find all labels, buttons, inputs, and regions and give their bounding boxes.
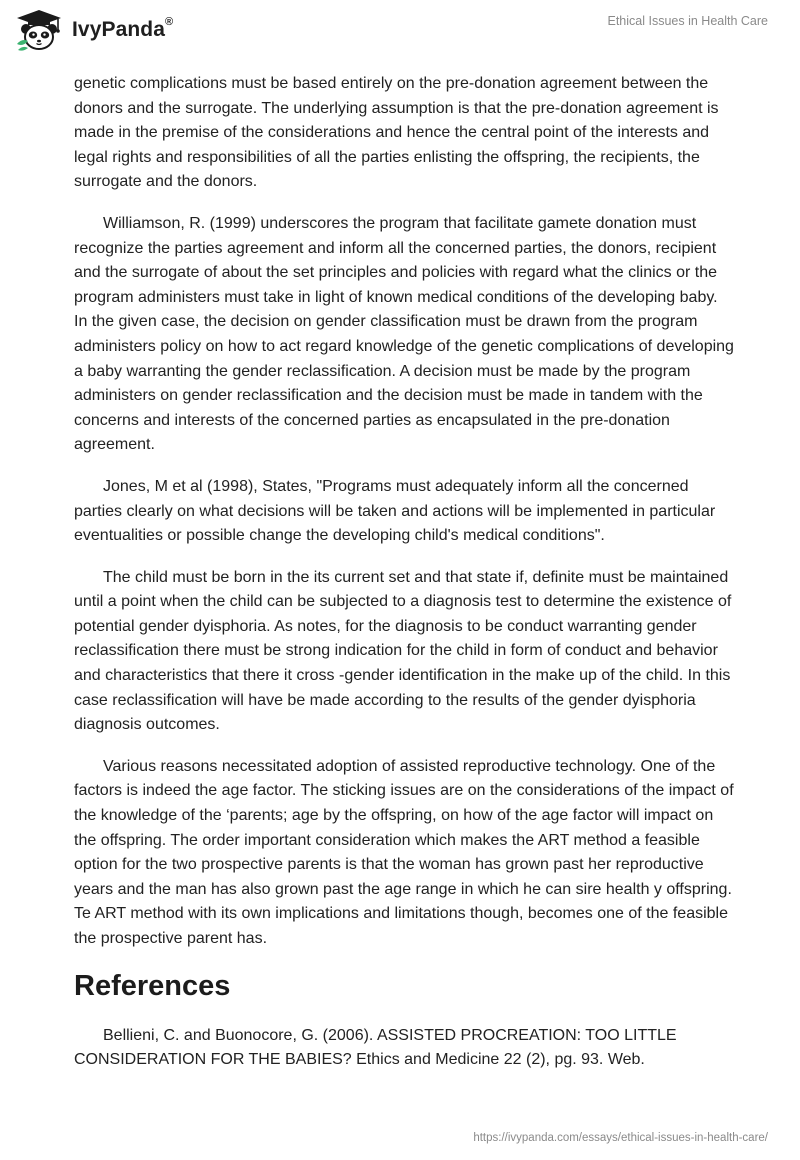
page-url[interactable]: https://ivypanda.com/essays/ethical-issues-in-health-care/ xyxy=(473,1132,768,1144)
panda-graduate-icon xyxy=(14,8,64,52)
document-title: Ethical Issues in Health Care xyxy=(607,14,768,28)
paragraph: The child must be born in the its current set and that state if, definite must be maintained until a point when the child can be subjected to a diagnosis test to determine the existence of potential gender dyisphoria. As notes, for the diagnosis to be conduct warranting gender reclassification there must be strong indication for the child in form of conduct and behavior and characteristics that there it cross -gender identification in the make up of the child. In this case reclassification will have be made according to the results of the gender dyisphoria diagnosis outcomes. xyxy=(74,568,732,734)
essay-content xyxy=(74,72,734,1090)
paragraph: Various reasons necessitated adoption of assisted reproductive technology. One of the factors is indeed the age factor. The sticking issues are on the considerations of the impact of the knowledge of the ‘parents; age by the offspring, on how of the age factor will impact on the offspring. The order important consideration which makes the ART method a feasible option for the two prospective parents is that the woman has grown past her reproductive years and the man has also grown past the age range in which he can sire health y offspring. Te ART method with its own implications and limitations though, becomes one of the feasible the prospective parent has. xyxy=(74,757,734,947)
brand-name: IvyPanda® xyxy=(72,16,174,41)
ivypanda-logo[interactable] xyxy=(14,8,173,52)
paragraph: genetic complications must be based entirely on the pre-donation agreement between the donors and the surrogate. The underlying assumption is that the pre-donation agreement is made in the premise of the considerations and hence the central point of the interests and legal rights and responsibilities of all the parties enlisting the offspring, the recipients, the surrogate and the donors. xyxy=(74,75,719,191)
references-heading: References xyxy=(74,969,231,1002)
page-header xyxy=(0,0,800,62)
paragraph: Jones, M et al (1998), States, "Programs must adequately inform all the concerned parties clearly on what decisions will be taken and actions will be implemented in particular eventualities or possible change the developing child's medical conditions". xyxy=(74,477,716,545)
paragraph: Williamson, R. (1999) underscores the program that facilitate gamete donation must recognize the parties agreement and inform all the concerned parties, the donors, recipient and the surrogate of about the set principles and policies with regard what the clinics or the program administers must take in light of known medical conditions of the developing baby. In the given case, the decision on gender classification must be drawn from the program administers policy on how to act regard knowledge of the genetic complications of developing a baby warranting the gender reclassification. A decision must be made by the program administers on gender reclassification and the decision must be made in tandem with the concerns and interests of the concerned parties as encapsulated in the pre-donation agreement. xyxy=(74,214,734,454)
registered-mark: ® xyxy=(165,16,174,28)
reference-item: Bellieni, C. and Buonocore, G. (2006). ASSISTED PROCREATION: TOO LITTLE CONSIDERATION FOR THE BABIES? Ethics and Medicine 22 (2), pg. 93. Web. xyxy=(74,1026,677,1069)
